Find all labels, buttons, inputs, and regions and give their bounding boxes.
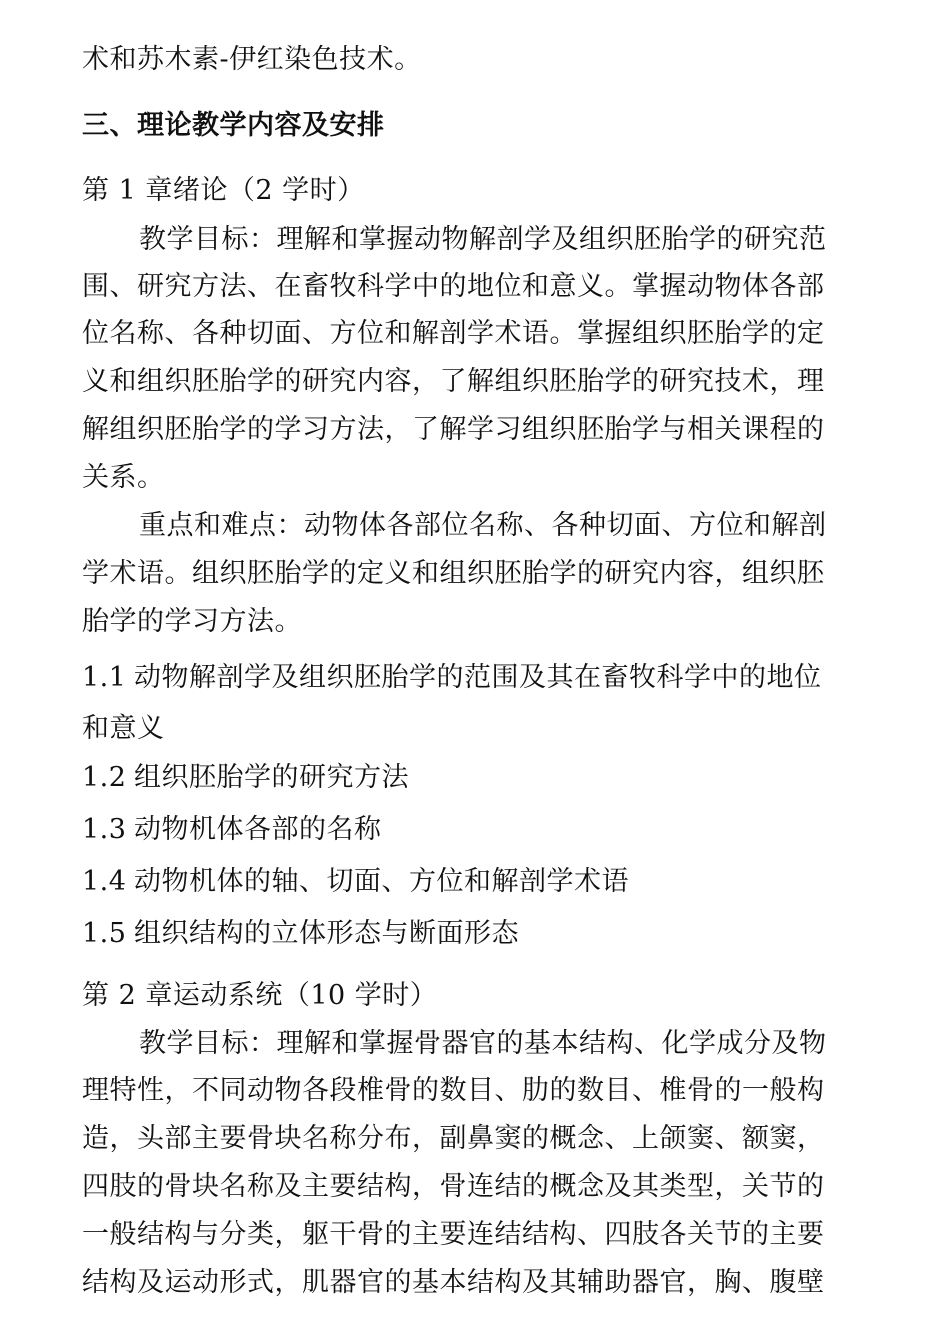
chapter-2-objective-line-4: 四肢的骨块名称及主要结构，骨连结的概念及其类型，关节的 xyxy=(82,1171,825,1202)
section-1-2 xyxy=(82,758,409,798)
section-title: 组织胚胎学的研究方法 xyxy=(134,762,409,793)
section-1-5 xyxy=(82,914,519,954)
section-number: 1.5 xyxy=(82,918,127,949)
section-heading: 三、理论教学内容及安排 xyxy=(82,110,385,141)
section-1-1 xyxy=(82,658,822,698)
chapter-2-objective-line-1: 教学目标：理解和掌握骨器官的基本结构、化学成分及物 xyxy=(139,1028,827,1059)
intro-tail-text: 术和苏木素-伊红染色技术。 xyxy=(82,44,422,75)
chapter-2-objective-line-6: 结构及运动形式，肌器官的基本结构及其辅助器官，胸、腹壁 xyxy=(82,1267,825,1298)
chapter-1-objective-line-3: 位名称、各种切面、方位和解剖学术语。掌握组织胚胎学的定 xyxy=(82,318,825,349)
chapter-1-objective-line-5: 解组织胚胎学的学习方法，了解学习组织胚胎学与相关课程的 xyxy=(82,414,825,445)
section-1-3 xyxy=(82,810,382,850)
section-title: 组织结构的立体形态与断面形态 xyxy=(134,918,519,949)
chapter-1-keypoint-line-3: 胎学的学习方法。 xyxy=(82,606,302,637)
chapter-1-keypoint-line-2: 学术语。组织胚胎学的定义和组织胚胎学的研究内容，组织胚 xyxy=(82,558,825,589)
section-number: 1.3 xyxy=(82,814,127,845)
chapter-1-objective-line-6: 关系。 xyxy=(82,462,165,493)
section-number: 1.4 xyxy=(82,866,127,897)
section-number: 1.1 xyxy=(82,662,127,693)
section-title: 动物机体的轴、切面、方位和解剖学术语 xyxy=(134,866,629,897)
chapter-2-objective-line-5: 一般结构与分类，躯干骨的主要连结结构、四肢各关节的主要 xyxy=(82,1219,825,1250)
chapter-2-title: 第 2 章运动系统（10 学时） xyxy=(82,980,438,1011)
section-1-4 xyxy=(82,862,629,902)
section-title: 动物解剖学及组织胚胎学的范围及其在畜牧科学中的地位 xyxy=(134,662,822,693)
chapter-1-keypoint-line-1: 重点和难点：动物体各部位名称、各种切面、方位和解剖 xyxy=(139,510,827,541)
section-number: 1.2 xyxy=(82,762,127,793)
chapter-1-objective-line-1: 教学目标：理解和掌握动物解剖学及组织胚胎学的研究范 xyxy=(139,224,827,255)
chapter-1-title: 第 1 章绪论（2 学时） xyxy=(82,175,365,206)
chapter-1-objective-line-2: 围、研究方法、在畜牧科学中的地位和意义。掌握动物体各部 xyxy=(82,271,825,302)
chapter-2-objective-line-3: 造，头部主要骨块名称分布，副鼻窦的概念、上颌窦、额窦， xyxy=(82,1123,825,1154)
chapter-2-objective-line-2: 理特性，不同动物各段椎骨的数目、肋的数目、椎骨的一般构 xyxy=(82,1075,825,1106)
chapter-1-objective-line-4: 义和组织胚胎学的研究内容，了解组织胚胎学的研究技术，理 xyxy=(82,366,825,397)
section-1-1-continuation: 和意义 xyxy=(82,713,165,744)
section-title: 动物机体各部的名称 xyxy=(134,814,382,845)
